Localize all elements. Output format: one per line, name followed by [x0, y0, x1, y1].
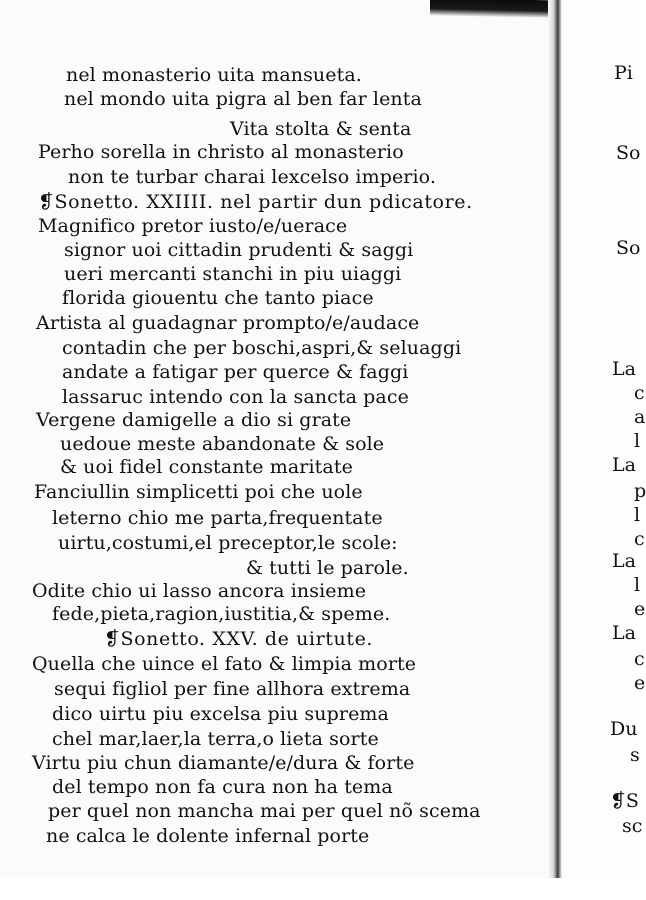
sonnet-heading: ❡Sonetto. XXIIII. nel partir dun pdicatore. — [38, 191, 473, 213]
text-fragment: Pi — [614, 62, 633, 84]
text-line: leterno chio me parta,frequentate — [52, 507, 383, 529]
right-page — [562, 0, 646, 900]
text-line: florida giouentu che tanto piace — [62, 287, 374, 309]
text-fragment: La — [612, 454, 636, 476]
text-fragment: l — [634, 504, 641, 526]
text-fragment: c — [634, 648, 645, 670]
book-gutter — [548, 0, 562, 900]
text-line: Vergene damigelle a dio si grate — [36, 409, 352, 431]
text-line: dico uirtu piu excelsa piu suprema — [52, 703, 389, 725]
text-line: del tempo non fa cura non ha tema — [52, 776, 393, 798]
text-line: sequi figliol per fine allhora extrema — [54, 678, 411, 700]
text-line: uirtu,costumi,el preceptor,le scole: — [58, 532, 398, 554]
text-fragment: c — [634, 528, 645, 550]
text-fragment: a — [634, 406, 646, 428]
text-fragment: p — [634, 480, 646, 502]
text-fragment: La — [612, 622, 636, 644]
text-line: Fanciullin simplicetti poi che uole — [34, 481, 363, 503]
text-fragment: So — [616, 237, 641, 259]
text-fragment: So — [616, 142, 641, 164]
text-fragment: c — [634, 382, 645, 404]
text-line: non te turbar charai lexcelso imperio. — [68, 166, 437, 188]
text-fragment: sc — [622, 815, 643, 837]
sonnet-heading: ❡Sonetto. XXV. de uirtute. — [104, 628, 374, 650]
text-fragment: l — [634, 430, 641, 452]
text-fragment: l — [634, 574, 641, 596]
text-line: Magnifico pretor iusto/e/uerace — [38, 215, 348, 237]
text-fragment: La — [612, 550, 636, 572]
text-fragment: Du — [610, 718, 638, 740]
text-line: lassaruc intendo con la sancta pace — [62, 386, 409, 408]
text-line: Artista al guadagnar prompto/e/audace — [36, 312, 420, 334]
text-line: chel mar,laer,la terra,o lieta sorte — [52, 728, 379, 750]
text-line: Virtu piu chun diamante/e/dura & forte — [32, 752, 415, 774]
text-line: contadin che per boschi,aspri,& seluaggi — [62, 337, 462, 359]
text-line: & uoi fidel constante maritate — [60, 456, 353, 478]
text-line: nel monasterio uita mansueta. — [66, 64, 362, 86]
text-fragment: e — [634, 598, 646, 620]
text-line: signor uoi cittadin prudenti & saggi — [64, 239, 414, 261]
text-line: ne calca le dolente infernal porte — [46, 825, 370, 847]
text-line: andate a fatigar per querce & faggi — [62, 361, 409, 383]
text-line: per quel non mancha mai per quel nõ scema — [48, 800, 481, 822]
text-line: fede,pieta,ragion,iustitia,& speme. — [52, 603, 391, 625]
text-line: Perho sorella in christo al monasterio — [38, 141, 404, 163]
text-line: uedoue meste abandonate & sole — [60, 433, 385, 455]
text-line: Vita stolta & senta — [230, 118, 412, 140]
text-fragment: ❡S — [610, 790, 639, 812]
page-bottom-edge — [0, 878, 638, 900]
text-line: ueri mercanti stanchi in piu uiaggi — [64, 263, 402, 285]
text-line: Odite chio ui lasso ancora insieme — [32, 580, 367, 602]
text-line: & tutti le parole. — [246, 557, 409, 579]
text-line: nel mondo uita pigra al ben far lenta — [64, 88, 422, 110]
text-fragment: s — [630, 744, 640, 766]
text-fragment: e — [634, 672, 646, 694]
text-line: Quella che uince el fato & limpia morte — [32, 653, 417, 675]
text-fragment: La — [612, 358, 636, 380]
